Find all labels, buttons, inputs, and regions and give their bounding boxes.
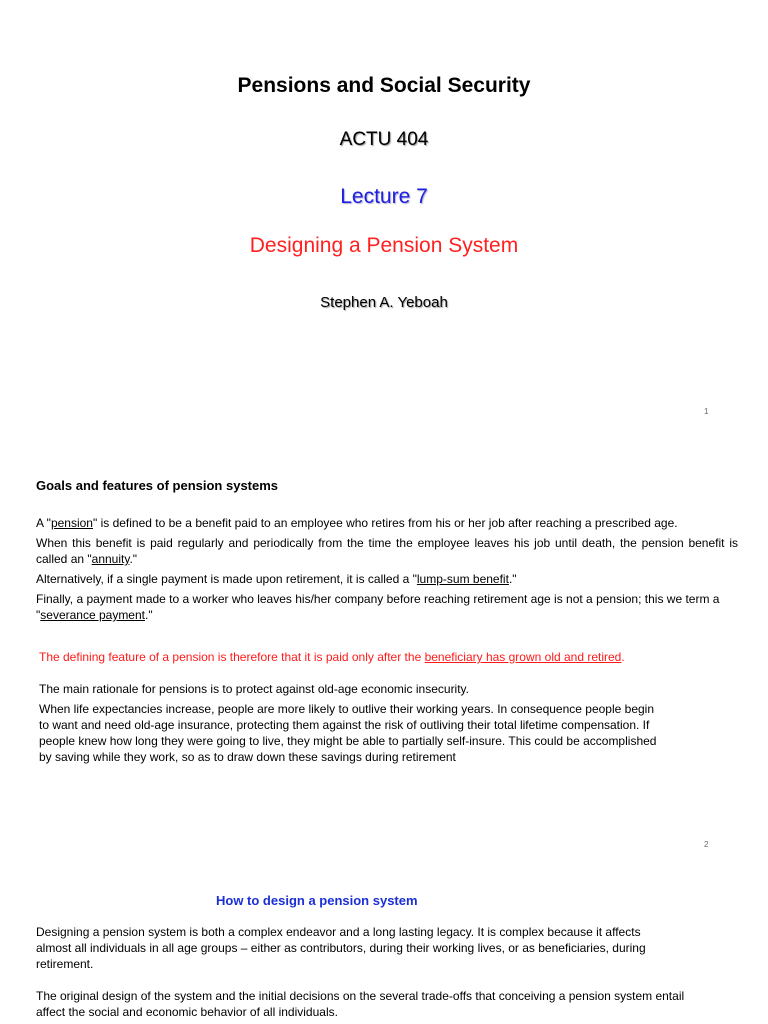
- severance-definition: Finally, a payment made to a worker who leaves his/her company before reaching retirement age is not a pension; this we term a "severance payment.": [36, 592, 720, 622]
- section-heading: How to design a pension system: [216, 893, 418, 908]
- lecture-subtitle: Designing a Pension System: [249, 234, 519, 257]
- design-intro-paragraph: Designing a pension system is both a complex endeavor and a long lasting legacy. It is complex because it affects almost all individuals in all age groups – either as contributors, during their working lives, or as beneficiaries, during retirement.: [36, 925, 646, 971]
- presentation-title: Pensions and Social Security: [237, 74, 531, 97]
- annuity-link[interactable]: annuity: [91, 552, 130, 566]
- defining-feature: The defining feature of a pension is therefore that it is paid only after the beneficiary has grown old and retired.: [39, 650, 625, 664]
- main-rationale: The main rationale for pensions is to protect against old-age economic insecurity.: [39, 682, 470, 696]
- section-heading: Goals and features of pension systems: [36, 478, 279, 493]
- author-name: Stephen A. Yeboah: [320, 294, 448, 311]
- title-slide: [0, 0, 768, 432]
- severance-link[interactable]: severance payment: [40, 608, 145, 622]
- annuity-definition: When this benefit is paid regularly and periodically from the time the employee leaves his job until death, the pension benefit is called an "annuity.": [36, 536, 738, 566]
- pension-link[interactable]: pension: [50, 516, 93, 530]
- lump-sum-link[interactable]: lump-sum benefit: [416, 572, 509, 586]
- beneficiary-link[interactable]: beneficiary has grown old and retired: [424, 650, 622, 664]
- design-tradeoffs-paragraph: The original design of the system and the initial decisions on the several trade-offs that conceiving a pension system entail affect the social and economic behavior of all individuals.: [36, 989, 685, 1019]
- lump-sum-definition: Alternatively, if a single payment is made upon retirement, it is called a "lump-sum benefit.": [36, 572, 517, 586]
- page-number: 1: [704, 407, 709, 416]
- lecture-number: Lecture 7: [340, 185, 428, 208]
- course-code: ACTU 404: [339, 129, 429, 150]
- page-number: 2: [704, 840, 709, 849]
- pension-definition: A "pension" is defined to be a benefit paid to an employee who retires from his or her job after reaching a prescribed age.: [36, 516, 678, 530]
- life-expectancy-paragraph: When life expectancies increase, people are more likely to outlive their working years. In consequence people begin to want and need old-age insurance, protecting them against the risk of outliving their total lifetime compensation. If people knew how long they were going to live, they might be able to partially self-insure. This could be accomplished by saving while they work, so as to draw down these savings during retirement: [39, 702, 657, 764]
